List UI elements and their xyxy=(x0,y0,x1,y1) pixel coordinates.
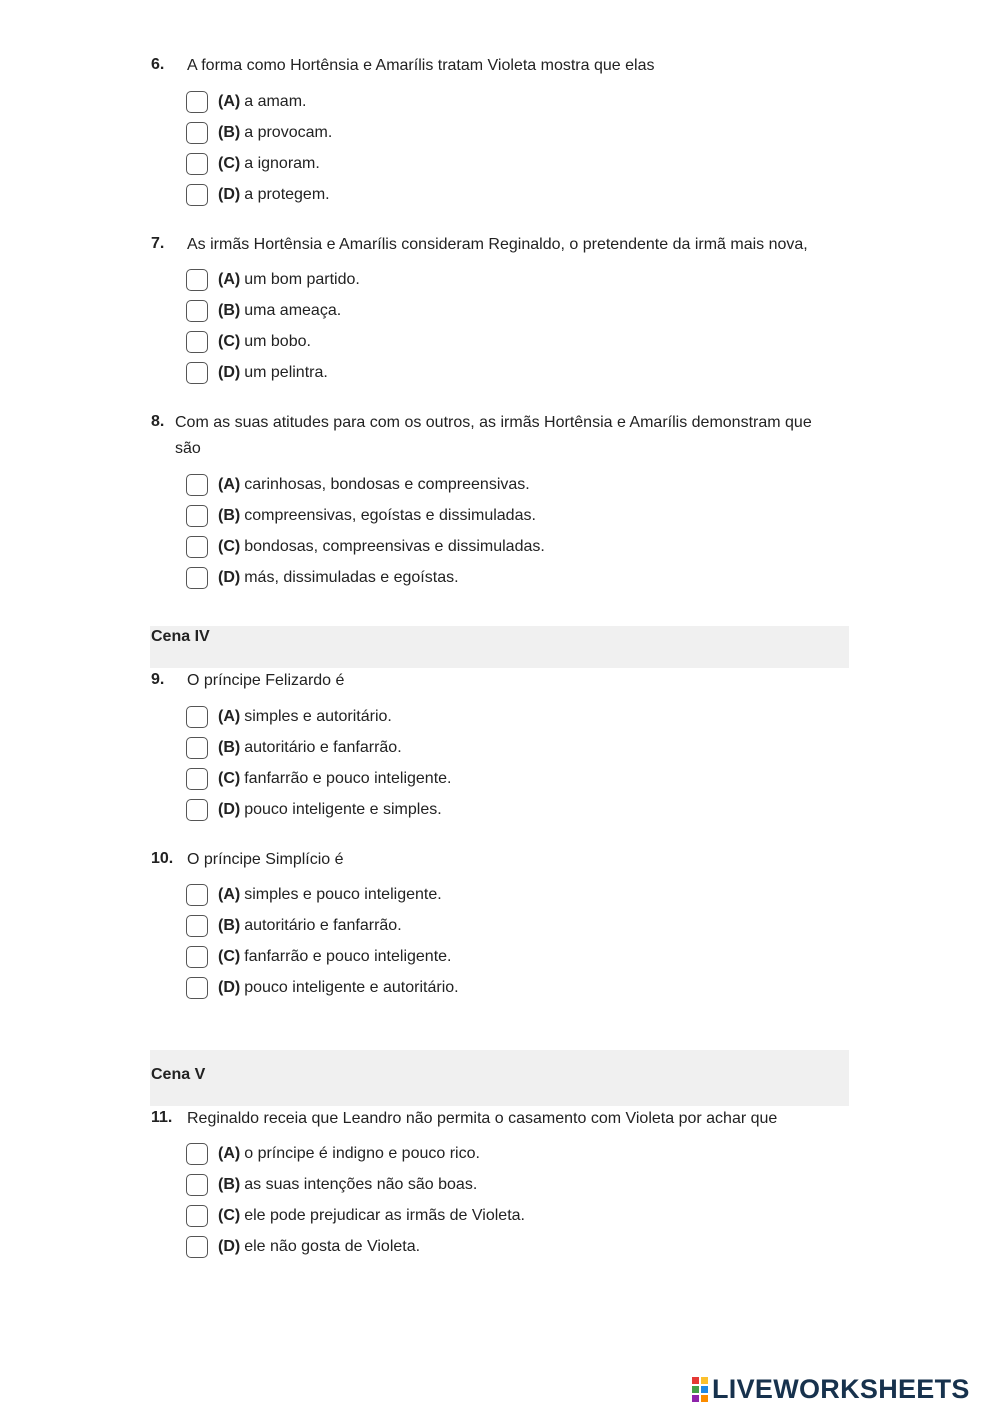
option-text: más, dissimuladas e egoístas. xyxy=(244,569,459,586)
option-letter: (B) xyxy=(218,302,241,319)
question-number: 9. xyxy=(151,671,165,688)
option-b[interactable] xyxy=(186,503,536,529)
option-text: um pelintra. xyxy=(244,364,328,381)
option-letter: (C) xyxy=(218,948,241,965)
option-b[interactable] xyxy=(186,120,332,146)
checkbox[interactable] xyxy=(186,799,208,821)
checkbox[interactable] xyxy=(186,505,208,527)
option-letter: (B) xyxy=(218,124,241,141)
question-number: 8. xyxy=(151,413,165,430)
question-text-line2: são xyxy=(175,440,201,457)
option-d[interactable] xyxy=(186,1234,420,1260)
logo-square xyxy=(692,1377,699,1384)
option-letter: (D) xyxy=(218,1238,241,1255)
option-text: a protegem. xyxy=(244,186,330,203)
question-text: Reginaldo receia que Leandro não permita o casamento com Violeta por achar que xyxy=(187,1110,778,1127)
question-number: 7. xyxy=(151,235,165,252)
option-letter: (C) xyxy=(218,155,241,172)
option-text: as suas intenções não são boas. xyxy=(244,1176,478,1193)
option-letter: (D) xyxy=(218,801,241,818)
checkbox[interactable] xyxy=(186,362,208,384)
section-band-cena-iv xyxy=(150,626,849,668)
logo-square xyxy=(701,1377,708,1384)
option-d[interactable] xyxy=(186,797,442,823)
question-text-line1: Com as suas atitudes para com os outros, as irmãs Hortênsia e Amarílis demonstram que xyxy=(175,414,812,431)
logo-square xyxy=(692,1386,699,1393)
checkbox[interactable] xyxy=(186,536,208,558)
option-letter: (A) xyxy=(218,708,241,725)
option-a[interactable] xyxy=(186,89,306,115)
checkbox[interactable] xyxy=(186,737,208,759)
option-letter: (B) xyxy=(218,507,241,524)
option-letter: (C) xyxy=(218,770,241,787)
checkbox[interactable] xyxy=(186,567,208,589)
option-d[interactable] xyxy=(186,975,459,1001)
option-text: autoritário e fanfarrão. xyxy=(244,739,402,756)
checkbox[interactable] xyxy=(186,915,208,937)
option-letter: (C) xyxy=(218,333,241,350)
option-b[interactable] xyxy=(186,1172,477,1198)
logo-icon xyxy=(692,1377,708,1402)
checkbox[interactable] xyxy=(186,153,208,175)
option-text: a provocam. xyxy=(244,124,333,141)
checkbox[interactable] xyxy=(186,768,208,790)
option-text: a ignoram. xyxy=(244,155,320,172)
checkbox[interactable] xyxy=(186,946,208,968)
checkbox[interactable] xyxy=(186,300,208,322)
option-text: pouco inteligente e simples. xyxy=(244,801,442,818)
option-b[interactable] xyxy=(186,735,402,761)
question-number: 10. xyxy=(151,850,174,867)
checkbox[interactable] xyxy=(186,184,208,206)
option-text: fanfarrão e pouco inteligente. xyxy=(244,770,452,787)
checkbox[interactable] xyxy=(186,331,208,353)
option-letter: (D) xyxy=(218,569,241,586)
option-text: ele pode prejudicar as irmãs de Violeta. xyxy=(244,1207,525,1224)
option-text: autoritário e fanfarrão. xyxy=(244,917,402,934)
logo-square xyxy=(692,1395,699,1402)
section-title-cena-iv: Cena IV xyxy=(151,628,210,645)
option-c[interactable] xyxy=(186,151,320,177)
option-letter: (A) xyxy=(218,1145,241,1162)
option-text: pouco inteligente e autoritário. xyxy=(244,979,459,996)
question-text: As irmãs Hortênsia e Amarílis consideram Reginaldo, o pretendente da irmã mais nova, xyxy=(187,236,808,253)
option-letter: (C) xyxy=(218,1207,241,1224)
option-text: carinhosas, bondosas e compreensivas. xyxy=(244,476,530,493)
option-b[interactable] xyxy=(186,298,341,324)
logo-square xyxy=(701,1386,708,1393)
option-text: ele não gosta de Violeta. xyxy=(244,1238,421,1255)
option-letter: (B) xyxy=(218,917,241,934)
option-text: uma ameaça. xyxy=(244,302,342,319)
option-a[interactable] xyxy=(186,882,442,908)
liveworksheets-logo[interactable] xyxy=(692,1374,970,1405)
checkbox[interactable] xyxy=(186,884,208,906)
option-letter: (C) xyxy=(218,538,241,555)
checkbox[interactable] xyxy=(186,269,208,291)
option-c[interactable] xyxy=(186,944,451,970)
option-letter: (A) xyxy=(218,271,241,288)
section-band-cena-v xyxy=(150,1050,849,1106)
checkbox[interactable] xyxy=(186,1143,208,1165)
option-text: um bobo. xyxy=(244,333,311,350)
question-number: 11. xyxy=(151,1109,173,1126)
option-text: simples e autoritário. xyxy=(244,708,392,725)
logo-text: LIVEWORKSHEETS xyxy=(712,1374,970,1404)
option-text: simples e pouco inteligente. xyxy=(244,886,442,903)
option-c[interactable] xyxy=(186,329,311,355)
option-letter: (B) xyxy=(218,1176,241,1193)
option-letter: (B) xyxy=(218,739,241,756)
option-d[interactable] xyxy=(186,565,459,591)
option-a[interactable] xyxy=(186,704,392,730)
checkbox[interactable] xyxy=(186,706,208,728)
option-text: bondosas, compreensivas e dissimuladas. xyxy=(244,538,545,555)
option-c[interactable] xyxy=(186,766,451,792)
option-b[interactable] xyxy=(186,913,402,939)
option-text: a amam. xyxy=(244,93,307,110)
option-a[interactable] xyxy=(186,472,530,498)
checkbox[interactable] xyxy=(186,977,208,999)
option-text: fanfarrão e pouco inteligente. xyxy=(244,948,452,965)
option-c[interactable] xyxy=(186,534,545,560)
option-letter: (A) xyxy=(218,476,241,493)
checkbox[interactable] xyxy=(186,122,208,144)
checkbox[interactable] xyxy=(186,474,208,496)
logo-square xyxy=(701,1395,708,1402)
question-text: O príncipe Simplício é xyxy=(187,851,344,868)
question-text: O príncipe Felizardo é xyxy=(187,672,345,689)
option-letter: (D) xyxy=(218,186,241,203)
option-letter: (D) xyxy=(218,364,241,381)
checkbox[interactable] xyxy=(186,1174,208,1196)
checkbox[interactable] xyxy=(186,1205,208,1227)
option-text: compreensivas, egoístas e dissimuladas. xyxy=(244,507,536,524)
option-c[interactable] xyxy=(186,1203,525,1229)
option-d[interactable] xyxy=(186,182,330,208)
option-a[interactable] xyxy=(186,1141,480,1167)
option-letter: (D) xyxy=(218,979,241,996)
question-text: A forma como Hortênsia e Amarílis tratam Violeta mostra que elas xyxy=(187,57,655,74)
option-letter: (A) xyxy=(218,93,241,110)
checkbox[interactable] xyxy=(186,91,208,113)
option-a[interactable] xyxy=(186,267,360,293)
option-text: o príncipe é indigno e pouco rico. xyxy=(244,1145,480,1162)
option-letter: (A) xyxy=(218,886,241,903)
section-title-cena-v: Cena V xyxy=(151,1066,206,1083)
checkbox[interactable] xyxy=(186,1236,208,1258)
question-number: 6. xyxy=(151,56,165,73)
option-d[interactable] xyxy=(186,360,328,386)
option-text: um bom partido. xyxy=(244,271,360,288)
